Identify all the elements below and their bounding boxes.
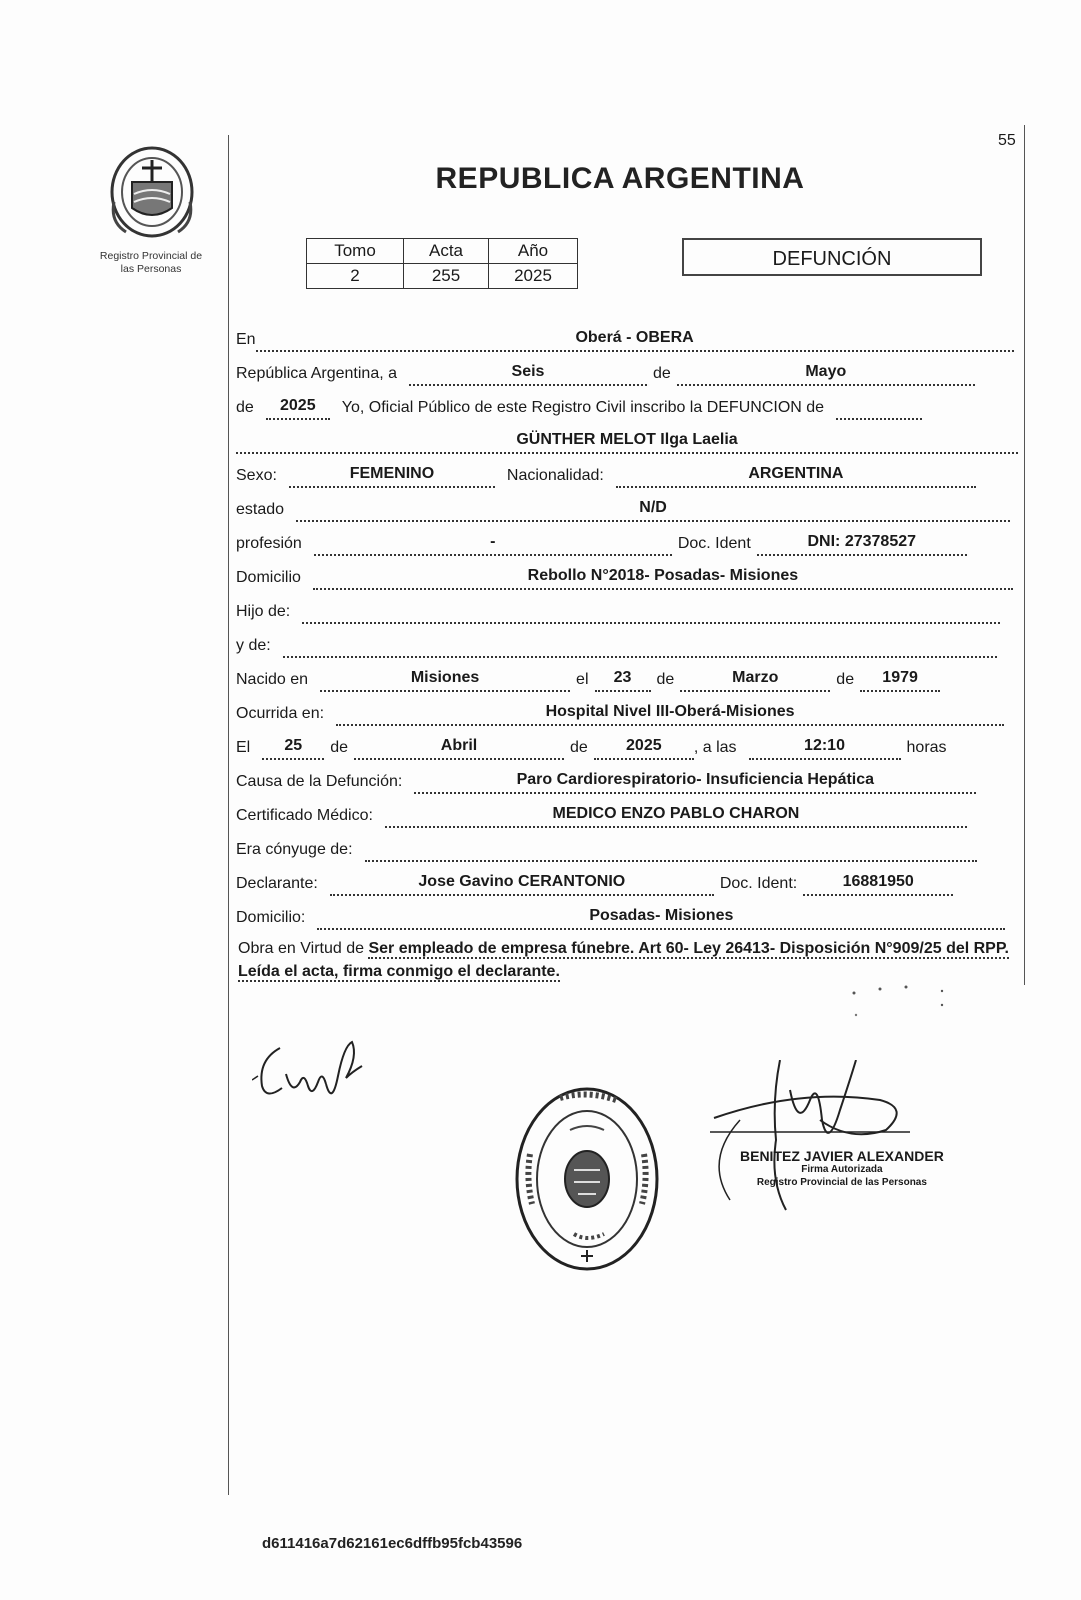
official-name: BENITEZ JAVIER ALEXANDER <box>740 1148 944 1164</box>
estado-value: N/D <box>296 499 1010 522</box>
en-label: En <box>236 331 256 348</box>
nacionalidad-label: Nacionalidad: <box>506 467 604 484</box>
document-title: REPUBLICA ARGENTINA <box>435 162 805 195</box>
domicilio2-value: Posadas- Misiones <box>317 907 1005 930</box>
nacido-mes: Marzo <box>680 669 830 692</box>
anio-label: Año <box>489 239 578 264</box>
registry-seal <box>512 1084 662 1274</box>
left-margin-line <box>228 135 229 1495</box>
estado-label: estado <box>236 501 285 518</box>
row-declarante <box>236 866 953 896</box>
hijo-value <box>302 619 1000 624</box>
row-conyuge <box>236 832 977 862</box>
de-b-label: de <box>836 671 855 688</box>
anio-inscripcion: 2025 <box>266 397 330 420</box>
domicilio2-label: Domicilio: <box>236 909 306 926</box>
crest-caption-line-2: las Personas <box>120 263 182 275</box>
document-type-box: DEFUNCIÓN <box>682 238 982 276</box>
row-causa <box>236 764 976 794</box>
def-mes: Abril <box>354 737 564 760</box>
nacido-label: Nacido en <box>236 671 309 688</box>
ink-specks <box>850 985 960 1025</box>
sexo-label: Sexo: <box>236 467 277 484</box>
de-a-label: de <box>656 671 675 688</box>
nacido-lugar: Misiones <box>320 669 570 692</box>
de2-label: de <box>236 399 254 416</box>
row-sexo <box>236 458 976 488</box>
de-label: de <box>653 365 671 382</box>
row-nombre <box>236 424 1018 454</box>
row-yde <box>236 628 997 658</box>
conyuge-label: Era cónyuge de: <box>236 841 353 858</box>
def-hora: 12:10 <box>749 737 901 760</box>
nacionalidad-value: ARGENTINA <box>616 465 976 488</box>
de-d-label: de <box>570 739 588 756</box>
obra-en-virtud <box>238 937 1020 983</box>
row-profesion <box>236 526 967 556</box>
profesion-label: profesión <box>236 535 302 552</box>
nombre-value: GÜNTHER MELOT Ilga Laelia <box>236 431 1018 454</box>
tomo-value: 2 <box>307 264 404 289</box>
de-c-label: de <box>330 739 349 756</box>
nacido-anio: 1979 <box>860 669 940 692</box>
row-nacido <box>236 662 940 692</box>
nacido-dia: 23 <box>595 669 651 692</box>
acta-value: 255 <box>404 264 489 289</box>
doc-value: DNI: 27378527 <box>757 533 967 556</box>
row-estado <box>236 492 1010 522</box>
row-domicilio2 <box>236 900 1005 930</box>
ocurrida-value: Hospital Nivel III-Oberá-Misiones <box>336 703 1004 726</box>
official-org: Registro Provincial de las Personas <box>756 1177 927 1188</box>
crest-caption-line-1: Registro Provincial de <box>99 250 203 262</box>
doc2-value: 16881950 <box>803 873 953 896</box>
domicilio-value: Rebollo N°2018- Posadas- Misiones <box>313 567 1013 590</box>
conyuge-value <box>365 857 977 862</box>
tomo-label: Tomo <box>307 239 404 264</box>
yde-label: y de: <box>236 637 271 654</box>
row-ocurrida <box>236 696 1004 726</box>
official-role: Firma Autorizada <box>801 1164 883 1175</box>
def-anio: 2025 <box>594 737 694 760</box>
causa-label: Causa de la Defunción: <box>236 773 403 790</box>
acta-label: Acta <box>404 239 489 264</box>
official-signature <box>710 1060 940 1220</box>
row-en <box>236 322 1014 352</box>
declarante-value: Jose Gavino CERANTONIO <box>330 873 714 896</box>
el2-label: El <box>236 739 251 756</box>
certificado-label: Certificado Médico: <box>236 807 373 824</box>
right-margin-line <box>1024 125 1025 985</box>
horas-label: horas <box>906 739 947 756</box>
row-oficial <box>236 390 922 420</box>
declarante-label: Declarante: <box>236 875 318 892</box>
page-number: 55 <box>998 132 1016 149</box>
declarant-signature <box>252 1036 392 1106</box>
sexo-value: FEMENINO <box>289 465 495 488</box>
doc-label: Doc. Ident <box>677 535 751 552</box>
tomo-acta-anio-table <box>306 238 578 289</box>
doc2-label: Doc. Ident: <box>719 875 798 892</box>
row-certificado <box>236 798 967 828</box>
hijo-label: Hijo de: <box>236 603 291 620</box>
row-hijo <box>236 594 1000 624</box>
oficial-fill <box>836 415 922 420</box>
profesion-value: - <box>314 533 672 556</box>
alas-label: , a las <box>693 739 737 756</box>
causa-value: Paro Cardiorespiratorio- Insuficiencia Hepática <box>414 771 976 794</box>
ocurrida-label: Ocurrida en: <box>236 705 325 722</box>
anio-value: 2025 <box>489 264 578 289</box>
row-domicilio <box>236 560 1013 590</box>
el-label: el <box>576 671 589 688</box>
obra-value: Ser empleado de empresa fúnebre. Art 60- Ley 26413- Disposición N°909/25 del RPP. Leída el acta, firma conmigo el declarante. <box>238 940 1009 980</box>
en-value: Oberá - OBERA <box>256 329 1014 352</box>
document-hash: d611416a7d62161ec6dffb95fcb43596 <box>262 1535 523 1552</box>
def-dia: 25 <box>262 737 324 760</box>
oficial-text: Yo, Oficial Público de este Registro Civil inscribo la DEFUNCION de <box>341 399 825 416</box>
certificado-value: MEDICO ENZO PABLO CHARON <box>385 805 967 828</box>
yde-value <box>283 653 997 658</box>
domicilio-label: Domicilio <box>236 569 301 586</box>
dia-value: Seis <box>409 363 647 386</box>
republica-label: República Argentina, a <box>236 365 397 382</box>
row-fecha-defuncion <box>236 730 953 760</box>
official-stamp <box>740 1150 944 1189</box>
obra-label: Obra en Virtud de <box>238 940 365 957</box>
mes-value: Mayo <box>677 363 975 386</box>
crest-caption <box>84 250 218 276</box>
row-republica <box>236 356 975 386</box>
